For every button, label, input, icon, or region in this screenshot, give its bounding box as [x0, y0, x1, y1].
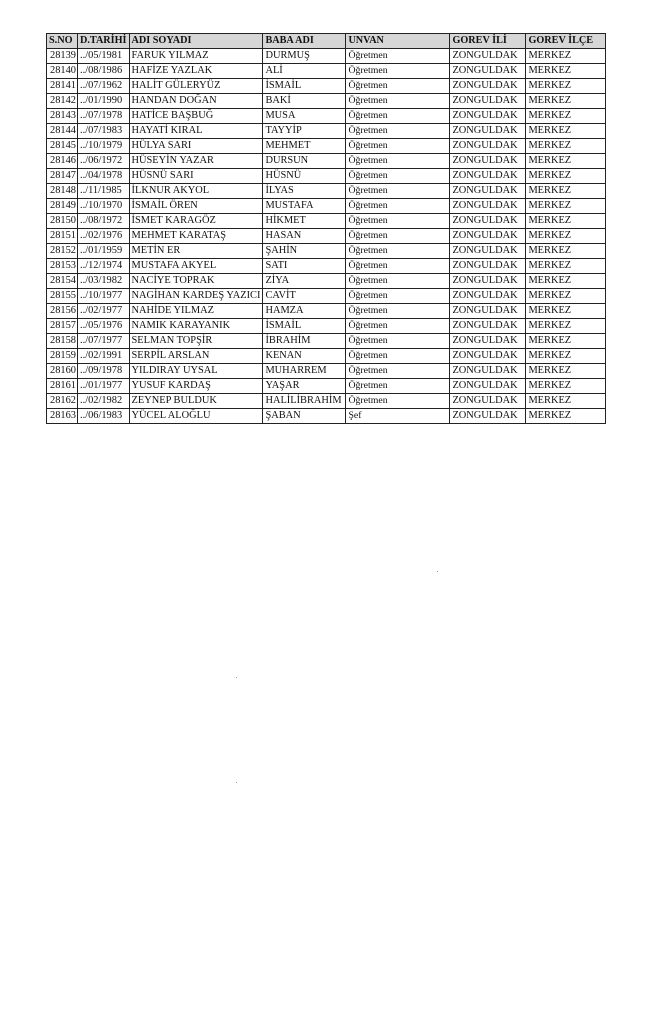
cell-sno: 28158 — [47, 334, 78, 349]
table-row — [47, 409, 606, 424]
cell-sno: 28145 — [47, 139, 78, 154]
cell-father-name: YAŞAR — [263, 379, 346, 394]
cell-duty-province: ZONGULDAK — [450, 199, 526, 214]
cell-sno: 28148 — [47, 184, 78, 199]
cell-title: Öğretmen — [346, 79, 450, 94]
cell-duty-province: ZONGULDAK — [450, 229, 526, 244]
table-row — [47, 184, 606, 199]
cell-title: Öğretmen — [346, 229, 450, 244]
cell-duty-district: MERKEZ — [526, 154, 606, 169]
cell-duty-district: MERKEZ — [526, 49, 606, 64]
cell-birth-date: ../07/1962 — [78, 79, 130, 94]
cell-duty-district: MERKEZ — [526, 79, 606, 94]
cell-full-name: İSMAİL ÖREN — [129, 199, 263, 214]
cell-sno: 28151 — [47, 229, 78, 244]
cell-title: Öğretmen — [346, 94, 450, 109]
cell-father-name: MUHARREM — [263, 364, 346, 379]
cell-full-name: HAYATİ KIRAL — [129, 124, 263, 139]
cell-title: Öğretmen — [346, 109, 450, 124]
cell-duty-province: ZONGULDAK — [450, 304, 526, 319]
cell-sno: 28153 — [47, 259, 78, 274]
table-row — [47, 154, 606, 169]
cell-full-name: SELMAN TOPŞİR — [129, 334, 263, 349]
cell-sno: 28146 — [47, 154, 78, 169]
cell-duty-province: ZONGULDAK — [450, 109, 526, 124]
cell-sno: 28154 — [47, 274, 78, 289]
cell-father-name: TAYYİP — [263, 124, 346, 139]
cell-sno: 28140 — [47, 64, 78, 79]
cell-duty-district: MERKEZ — [526, 109, 606, 124]
cell-father-name: SATI — [263, 259, 346, 274]
cell-full-name: ZEYNEP BULDUK — [129, 394, 263, 409]
header-birth-date: D.TARİHİ — [78, 34, 130, 49]
cell-full-name: HÜLYA SARI — [129, 139, 263, 154]
staff-table — [46, 33, 606, 424]
cell-birth-date: ../08/1972 — [78, 214, 130, 229]
table-row — [47, 349, 606, 364]
cell-sno: 28147 — [47, 169, 78, 184]
table-row — [47, 394, 606, 409]
cell-title: Öğretmen — [346, 364, 450, 379]
cell-full-name: FARUK YILMAZ — [129, 49, 263, 64]
cell-father-name: HASAN — [263, 229, 346, 244]
cell-title: Öğretmen — [346, 274, 450, 289]
cell-duty-district: MERKEZ — [526, 229, 606, 244]
cell-full-name: HANDAN DOĞAN — [129, 94, 263, 109]
table-row — [47, 304, 606, 319]
cell-sno: 28161 — [47, 379, 78, 394]
cell-sno: 28144 — [47, 124, 78, 139]
cell-father-name: ŞAHİN — [263, 244, 346, 259]
cell-birth-date: ../10/1977 — [78, 289, 130, 304]
cell-sno: 28142 — [47, 94, 78, 109]
cell-title: Öğretmen — [346, 379, 450, 394]
cell-title: Öğretmen — [346, 394, 450, 409]
cell-duty-province: ZONGULDAK — [450, 184, 526, 199]
cell-full-name: İSMET KARAGÖZ — [129, 214, 263, 229]
header-sno: S.NO — [47, 34, 78, 49]
cell-duty-province: ZONGULDAK — [450, 334, 526, 349]
table-body — [47, 49, 606, 424]
cell-sno: 28159 — [47, 349, 78, 364]
cell-duty-province: ZONGULDAK — [450, 124, 526, 139]
cell-full-name: HAFİZE YAZLAK — [129, 64, 263, 79]
cell-title: Şef — [346, 409, 450, 424]
cell-birth-date: ../01/1959 — [78, 244, 130, 259]
table-row — [47, 229, 606, 244]
cell-duty-district: MERKEZ — [526, 124, 606, 139]
cell-sno: 28162 — [47, 394, 78, 409]
table-row — [47, 124, 606, 139]
cell-father-name: ALİ — [263, 64, 346, 79]
cell-birth-date: ../02/1991 — [78, 349, 130, 364]
cell-father-name: MUSTAFA — [263, 199, 346, 214]
cell-duty-province: ZONGULDAK — [450, 289, 526, 304]
cell-duty-district: MERKEZ — [526, 199, 606, 214]
cell-birth-date: ../07/1977 — [78, 334, 130, 349]
cell-title: Öğretmen — [346, 289, 450, 304]
cell-duty-province: ZONGULDAK — [450, 79, 526, 94]
cell-duty-province: ZONGULDAK — [450, 94, 526, 109]
cell-father-name: HALİLİBRAHİM — [263, 394, 346, 409]
cell-duty-district: MERKEZ — [526, 334, 606, 349]
cell-father-name: KENAN — [263, 349, 346, 364]
header-duty-district: GOREV İLÇE — [526, 34, 606, 49]
cell-birth-date: ../02/1976 — [78, 229, 130, 244]
cell-title: Öğretmen — [346, 259, 450, 274]
cell-birth-date: ../06/1983 — [78, 409, 130, 424]
cell-duty-province: ZONGULDAK — [450, 274, 526, 289]
cell-full-name: HÜSEYİN YAZAR — [129, 154, 263, 169]
cell-full-name: YÜCEL ALOĞLU — [129, 409, 263, 424]
cell-full-name: HATİCE BAŞBUĞ — [129, 109, 263, 124]
table-row — [47, 109, 606, 124]
cell-duty-district: MERKEZ — [526, 184, 606, 199]
table-row — [47, 64, 606, 79]
cell-title: Öğretmen — [346, 169, 450, 184]
cell-full-name: YUSUF KARDAŞ — [129, 379, 263, 394]
cell-father-name: HİKMET — [263, 214, 346, 229]
cell-birth-date: ../07/1978 — [78, 109, 130, 124]
cell-birth-date: ../10/1979 — [78, 139, 130, 154]
cell-birth-date: ../08/1986 — [78, 64, 130, 79]
cell-birth-date: ../02/1977 — [78, 304, 130, 319]
cell-duty-province: ZONGULDAK — [450, 64, 526, 79]
scan-speck — [236, 677, 237, 678]
scan-speck — [236, 782, 237, 783]
table-row — [47, 289, 606, 304]
cell-title: Öğretmen — [346, 49, 450, 64]
cell-duty-province: ZONGULDAK — [450, 394, 526, 409]
cell-birth-date: ../04/1978 — [78, 169, 130, 184]
cell-sno: 28141 — [47, 79, 78, 94]
cell-father-name: HAMZA — [263, 304, 346, 319]
cell-duty-district: MERKEZ — [526, 349, 606, 364]
cell-birth-date: ../07/1983 — [78, 124, 130, 139]
scan-speck — [437, 571, 438, 572]
cell-full-name: İLKNUR AKYOL — [129, 184, 263, 199]
table-row — [47, 319, 606, 334]
table-row — [47, 79, 606, 94]
cell-title: Öğretmen — [346, 139, 450, 154]
table-row — [47, 364, 606, 379]
cell-full-name: NACİYE TOPRAK — [129, 274, 263, 289]
cell-sno: 28157 — [47, 319, 78, 334]
cell-father-name: HÜSNÜ — [263, 169, 346, 184]
table-row — [47, 139, 606, 154]
cell-father-name: İBRAHİM — [263, 334, 346, 349]
cell-father-name: İLYAS — [263, 184, 346, 199]
cell-duty-district: MERKEZ — [526, 379, 606, 394]
cell-duty-province: ZONGULDAK — [450, 154, 526, 169]
cell-duty-province: ZONGULDAK — [450, 319, 526, 334]
table-row — [47, 379, 606, 394]
cell-title: Öğretmen — [346, 184, 450, 199]
cell-title: Öğretmen — [346, 244, 450, 259]
cell-duty-province: ZONGULDAK — [450, 139, 526, 154]
cell-title: Öğretmen — [346, 124, 450, 139]
cell-duty-province: ZONGULDAK — [450, 214, 526, 229]
cell-duty-district: MERKEZ — [526, 214, 606, 229]
cell-sno: 28150 — [47, 214, 78, 229]
cell-full-name: MUSTAFA AKYEL — [129, 259, 263, 274]
cell-title: Öğretmen — [346, 199, 450, 214]
table-row — [47, 244, 606, 259]
cell-duty-district: MERKEZ — [526, 64, 606, 79]
cell-full-name: YILDIRAY UYSAL — [129, 364, 263, 379]
cell-father-name: İSMAİL — [263, 319, 346, 334]
cell-duty-district: MERKEZ — [526, 409, 606, 424]
cell-father-name: MEHMET — [263, 139, 346, 154]
cell-duty-district: MERKEZ — [526, 289, 606, 304]
table-row — [47, 94, 606, 109]
cell-duty-province: ZONGULDAK — [450, 244, 526, 259]
staff-list-sheet — [46, 33, 606, 424]
cell-sno: 28156 — [47, 304, 78, 319]
cell-birth-date: ../11/1985 — [78, 184, 130, 199]
cell-birth-date: ../01/1977 — [78, 379, 130, 394]
table-row — [47, 49, 606, 64]
cell-full-name: HALİT GÜLERYÜZ — [129, 79, 263, 94]
header-title: UNVAN — [346, 34, 450, 49]
cell-title: Öğretmen — [346, 319, 450, 334]
cell-duty-district: MERKEZ — [526, 304, 606, 319]
cell-duty-district: MERKEZ — [526, 94, 606, 109]
cell-sno: 28163 — [47, 409, 78, 424]
cell-title: Öğretmen — [346, 154, 450, 169]
cell-birth-date: ../03/1982 — [78, 274, 130, 289]
cell-title: Öğretmen — [346, 214, 450, 229]
cell-duty-district: MERKEZ — [526, 394, 606, 409]
header-father-name: BABA ADI — [263, 34, 346, 49]
cell-father-name: DURSUN — [263, 154, 346, 169]
cell-duty-province: ZONGULDAK — [450, 259, 526, 274]
table-row — [47, 259, 606, 274]
cell-father-name: DURMUŞ — [263, 49, 346, 64]
cell-sno: 28155 — [47, 289, 78, 304]
header-full-name: ADI SOYADI — [129, 34, 263, 49]
cell-sno: 28152 — [47, 244, 78, 259]
cell-title: Öğretmen — [346, 349, 450, 364]
table-row — [47, 274, 606, 289]
header-duty-province: GOREV İLİ — [450, 34, 526, 49]
cell-birth-date: ../10/1970 — [78, 199, 130, 214]
cell-full-name: MEHMET KARATAŞ — [129, 229, 263, 244]
cell-birth-date: ../06/1972 — [78, 154, 130, 169]
table-header-row — [47, 34, 606, 49]
cell-father-name: CAVİT — [263, 289, 346, 304]
cell-birth-date: ../09/1978 — [78, 364, 130, 379]
cell-full-name: SERPİL ARSLAN — [129, 349, 263, 364]
cell-duty-province: ZONGULDAK — [450, 364, 526, 379]
table-row — [47, 169, 606, 184]
cell-duty-province: ZONGULDAK — [450, 169, 526, 184]
cell-birth-date: ../02/1982 — [78, 394, 130, 409]
cell-duty-province: ZONGULDAK — [450, 349, 526, 364]
cell-sno: 28160 — [47, 364, 78, 379]
cell-duty-district: MERKEZ — [526, 169, 606, 184]
table-row — [47, 334, 606, 349]
cell-duty-province: ZONGULDAK — [450, 409, 526, 424]
cell-title: Öğretmen — [346, 304, 450, 319]
cell-birth-date: ../05/1976 — [78, 319, 130, 334]
cell-birth-date: ../01/1990 — [78, 94, 130, 109]
cell-duty-district: MERKEZ — [526, 319, 606, 334]
table-row — [47, 199, 606, 214]
cell-father-name: ZİYA — [263, 274, 346, 289]
cell-duty-district: MERKEZ — [526, 139, 606, 154]
cell-duty-district: MERKEZ — [526, 244, 606, 259]
cell-title: Öğretmen — [346, 334, 450, 349]
cell-father-name: BAKİ — [263, 94, 346, 109]
cell-father-name: İSMAİL — [263, 79, 346, 94]
cell-full-name: METİN ER — [129, 244, 263, 259]
cell-duty-district: MERKEZ — [526, 364, 606, 379]
cell-duty-province: ZONGULDAK — [450, 379, 526, 394]
cell-full-name: HÜSNÜ SARI — [129, 169, 263, 184]
cell-duty-province: ZONGULDAK — [450, 49, 526, 64]
table-row — [47, 214, 606, 229]
cell-duty-district: MERKEZ — [526, 259, 606, 274]
cell-sno: 28139 — [47, 49, 78, 64]
cell-title: Öğretmen — [346, 64, 450, 79]
cell-duty-district: MERKEZ — [526, 274, 606, 289]
cell-birth-date: ../12/1974 — [78, 259, 130, 274]
cell-sno: 28143 — [47, 109, 78, 124]
cell-father-name: ŞABAN — [263, 409, 346, 424]
cell-sno: 28149 — [47, 199, 78, 214]
cell-father-name: MUSA — [263, 109, 346, 124]
cell-full-name: NAGİHAN KARDEŞ YAZICI — [129, 289, 263, 304]
cell-birth-date: ../05/1981 — [78, 49, 130, 64]
cell-full-name: NAHİDE YILMAZ — [129, 304, 263, 319]
cell-full-name: NAMIK KARAYANIK — [129, 319, 263, 334]
